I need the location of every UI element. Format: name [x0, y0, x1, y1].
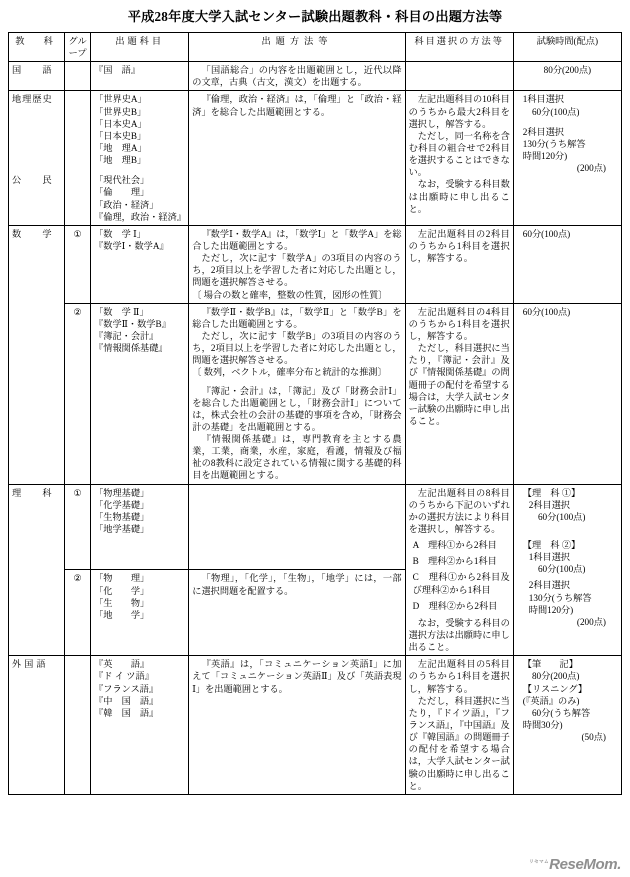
row-group-kokugo	[65, 62, 91, 91]
method-paragraph: 「物理」，「化学」，「生物」，「地学」には，一部に選択問題を配置する。	[192, 573, 402, 596]
selection-option	[409, 555, 510, 567]
method-paragraph: 〔 数列，ベクトル，確率分布と統計的な推測〕	[192, 367, 387, 378]
exam-title: 「物理基礎」	[94, 487, 150, 498]
time-line: 2科目選択	[528, 580, 571, 591]
time-line: 【筆 記】	[522, 659, 578, 670]
selection-option	[409, 539, 510, 551]
row-titles-gaikokugo	[91, 656, 189, 795]
row-subject-sugaku2	[9, 303, 65, 484]
exam-title: 「生物基礎」	[94, 511, 150, 522]
option-text: 理科①から2科目	[427, 540, 497, 551]
row-selection-rika	[405, 484, 513, 656]
header-subject: 教 科	[9, 32, 65, 61]
row-time-sugaku2	[513, 303, 621, 484]
exam-title: 「世界史A」	[94, 94, 147, 105]
row-titles-komin	[91, 168, 189, 225]
row-subject-kokugo: 国 語	[9, 62, 65, 91]
row-time-rika	[513, 484, 621, 656]
row-subject-rika2	[9, 570, 65, 656]
row-method-gaikokugo	[189, 656, 405, 795]
time-line: 60分(うち解答	[522, 707, 591, 718]
selection-paragraph: ただし，科目選択に当たり，『簿記・会計』及び『情報関係基礎』の問題冊子の配付を希望する場合は，大学入試センター試験の出願時に申し出ること。	[408, 343, 510, 426]
row-group-sugaku1: ①	[65, 225, 91, 303]
method-paragraph: 『数学Ⅱ・数学B』は，「数学Ⅱ」と「数学B」を総合した出題範囲とする。	[192, 306, 402, 329]
exam-title: 「倫 理」	[94, 187, 150, 198]
table-header	[9, 32, 622, 61]
selection-paragraph: 左記出題科目の2科目のうちから1科目を選択し，解答する。	[408, 228, 510, 264]
row-selection-sugaku2	[405, 303, 513, 484]
time-line: 60分(100点)	[522, 106, 580, 117]
time-line: 60分(100点)	[522, 306, 571, 317]
row-selection-sugaku1	[405, 225, 513, 303]
row-titles-sugaku2	[91, 303, 189, 484]
exam-title: 「化学基礎」	[94, 499, 150, 510]
exam-title: 「化 学」	[94, 585, 150, 596]
header-exam-subject: 出題科目	[91, 32, 189, 61]
row-group-rika1: ①	[65, 484, 91, 570]
time-line: (200点)	[576, 163, 606, 174]
selection-paragraph: なお，受験する科目数は出願時に申し出ること。	[408, 179, 510, 214]
exam-title: 「日本史B」	[94, 130, 147, 141]
selection-paragraph: 左記出題科目の4科目のうちから1科目を選択し，解答する。	[408, 306, 510, 341]
option-label: A	[412, 540, 419, 551]
exam-title: 『簿記・会計』	[94, 330, 159, 341]
time-line: 80分(200点)	[543, 65, 592, 76]
row-subject-chirirekishi: 地理歴史	[9, 91, 65, 168]
time-spacer	[517, 118, 618, 126]
exam-title: 「地学基礎」	[94, 524, 150, 535]
exam-title: 『数学Ⅰ・数学A』	[94, 240, 169, 251]
exam-title: 『英 語』	[94, 659, 150, 670]
row-selection-kokugo	[405, 62, 513, 91]
time-line: 80分(200点)	[522, 671, 580, 682]
watermark-ruby: リセマム	[529, 859, 550, 864]
exam-title: 『韓 国 語』	[94, 707, 159, 718]
time-line: 2科目選択	[528, 499, 571, 510]
time-line: 時間120分)	[522, 150, 568, 161]
option-label: C	[412, 572, 419, 583]
exam-title: 『数学Ⅱ・数学B』	[94, 318, 171, 329]
exam-title: 「生 物」	[94, 597, 150, 608]
time-line: 1科目選択	[522, 94, 565, 105]
table-row	[9, 62, 622, 91]
selection-paragraph: 左記出題科目の8科目のうちから下記のいずれかの選択方法により科目を選択し，解答する。	[408, 487, 510, 535]
row-group-chirirekishi	[65, 91, 91, 225]
time-line: 【リスニング】	[522, 683, 588, 694]
method-paragraph: 『倫理，政治・経済』は，「倫理」と「政治・経済」を総合した出題範囲とする。	[192, 94, 402, 117]
row-time-sugaku1	[513, 225, 621, 303]
watermark-text: ReseMom.	[549, 856, 621, 873]
row-selection-gaikokugo	[405, 656, 513, 795]
row-method-rika1	[189, 484, 405, 570]
exam-title: 「数 学 Ⅱ」	[94, 306, 149, 317]
method-paragraph: 「国語総合」の内容を出題範囲とし，近代以降の文章，古典（古文，漢文）を出題する。	[192, 65, 402, 88]
time-line: (『英語』のみ)	[522, 695, 580, 706]
selection-paragraph: ただし，科目選択に当たり，『ドイツ語』，『フランス語』，『中国語』及び『韓国語』の問題冊子の配付を希望する場合は，大学入試センター試験の出願時に申し出ること。	[408, 695, 510, 791]
exam-title: 「地 理A」	[94, 142, 147, 153]
row-titles-chirirekishi	[91, 91, 189, 168]
row-time-gaikokugo	[513, 656, 621, 795]
option-label: D	[412, 600, 420, 611]
row-method-sugaku2	[189, 303, 405, 484]
method-paragraph: 『簿記・会計』は，「簿記」及び「財務会計Ⅰ」を総合した出題範囲とし，「財務会計Ⅰ」については，株式会社の会計の基礎的事項を含め，「財務会計の基礎」を出題範囲とする。	[192, 385, 402, 432]
time-line: 60分(100点)	[528, 511, 586, 522]
row-subject-rika: 理 科	[9, 484, 65, 570]
header-group: グループ	[65, 32, 91, 61]
time-line: 130分(うち解答	[522, 138, 586, 149]
row-subject-sugaku: 数 学	[9, 225, 65, 303]
selection-paragraph: ただし，同一名称を含む科目の組合せで2科目を選択することはできない。	[408, 130, 510, 178]
method-paragraph: 『情報関係基礎』は，専門教育を主とする農業，工業，商業，水産，家庭，看護，情報及び福祉の8教科に設定されている情報に関する基礎的科目を出題範囲とする。	[192, 434, 402, 481]
row-subject-gaikokugo: 外国語	[9, 656, 65, 795]
exam-title: 『情報関係基礎』	[94, 343, 168, 354]
option-text: 理科①から2科目及び理科②から1科目	[412, 572, 510, 595]
time-line: 時間120分)	[528, 604, 574, 615]
selection-option	[409, 600, 510, 612]
selection-paragraph: 左記出題科目の5科目のうちから1科目を選択し，解答する。	[408, 659, 510, 694]
selection-paragraph: 左記出題科目の10科目のうちから最大2科目を選択し，解答する。	[408, 94, 510, 129]
row-selection-chirirekishi	[405, 91, 513, 225]
exam-title: 『中 国 語』	[94, 695, 159, 706]
row-group-rika2: ②	[65, 570, 91, 656]
time-line: 130分(うち解答	[528, 592, 592, 603]
row-method-kokugo	[189, 62, 405, 91]
exam-title: 「地 理B」	[94, 155, 147, 166]
time-spacer	[517, 531, 618, 539]
time-line: 【理 科 ②】	[522, 540, 581, 551]
table-row	[9, 91, 622, 168]
table-row	[9, 225, 622, 303]
time-line: 60分(100点)	[522, 228, 571, 239]
time-line: 【理 科 ①】	[522, 487, 581, 498]
row-group-sugaku2: ②	[65, 303, 91, 484]
option-label: B	[412, 556, 419, 567]
method-paragraph: 『数学Ⅰ・数学A』は，「数学Ⅰ」と「数学A」を総合した出題範囲とする。	[192, 228, 402, 251]
time-line: (50点)	[581, 732, 606, 743]
option-text: 理科②から1科目	[427, 556, 497, 567]
exam-subjects-table	[8, 32, 622, 795]
table-row	[9, 656, 622, 795]
resemom-watermark	[529, 856, 621, 873]
header-time: 試験時間(配点)	[513, 32, 621, 61]
time-line: 2科目選択	[522, 126, 565, 137]
exam-title: 「物 理」	[94, 573, 150, 584]
selection-option	[409, 571, 510, 595]
row-titles-rika2	[91, 570, 189, 656]
row-subject-komin: 公 民	[9, 168, 65, 225]
selection-note: なお，受験する科目の選択方法は出願時に申し出ること。	[408, 617, 510, 653]
exam-title: 「政治・経済」	[94, 199, 159, 210]
time-line: 60分(100点)	[528, 564, 586, 575]
row-titles-rika1	[91, 484, 189, 570]
exam-title: 「現代社会」	[94, 175, 150, 186]
header-row	[9, 32, 622, 61]
exam-title: 「数 学 Ⅰ」	[94, 228, 146, 239]
time-line: 1科目選択	[528, 552, 571, 563]
exam-title: 「日本史A」	[94, 118, 147, 129]
time-line: (200点)	[576, 616, 606, 627]
exam-title: 「地 学」	[94, 609, 150, 620]
row-method-rika2	[189, 570, 405, 656]
header-selection: 科目選択の方法等	[405, 32, 513, 61]
method-paragraph: 『英語』は，「コミュニケーション英語Ⅰ」に加えて「コミュニケーション英語Ⅱ」及び「英語表現Ⅰ」を出題範囲とする。	[192, 659, 402, 694]
table-row	[9, 303, 622, 484]
exam-title: 『ド イ ツ語』	[94, 671, 154, 682]
row-method-chirirekishi	[189, 91, 405, 225]
method-paragraph: 〔 場合の数と確率，整数の性質，図形の性質〕	[192, 289, 388, 300]
row-method-sugaku1	[189, 225, 405, 303]
method-paragraph: ただし，次に記す「数学A」の3項目の内容のうち，2項目以上を学習した者に対応した出題とし，問題を選択解答させる。	[192, 253, 402, 288]
header-method: 出題方法等	[189, 32, 405, 61]
exam-title: 『倫理，政治・経済』	[94, 211, 186, 222]
option-text: 理科②から2科目	[428, 600, 498, 611]
table-body	[9, 62, 622, 795]
time-spacer	[517, 523, 618, 531]
exam-title: 『国 語』	[94, 65, 141, 76]
row-titles-kokugo	[91, 62, 189, 91]
page-title: 平成28年度大学入試センター試験出題教科・科目の出題方法等	[127, 9, 503, 24]
row-titles-sugaku1	[91, 225, 189, 303]
table-row	[9, 484, 622, 570]
time-line: 時間30分)	[522, 720, 563, 731]
exam-title: 『フランス語』	[94, 683, 159, 694]
method-paragraph: ただし，次に記す「数学B」の3項目の内容のうち，2項目以上を学習した者に対応した出題とし，問題を選択解答させる。	[192, 330, 402, 366]
exam-title: 「世界史B」	[94, 106, 147, 117]
row-time-kokugo	[513, 62, 621, 91]
row-group-gaikokugo	[65, 656, 91, 795]
row-time-chirirekishi	[513, 91, 621, 225]
